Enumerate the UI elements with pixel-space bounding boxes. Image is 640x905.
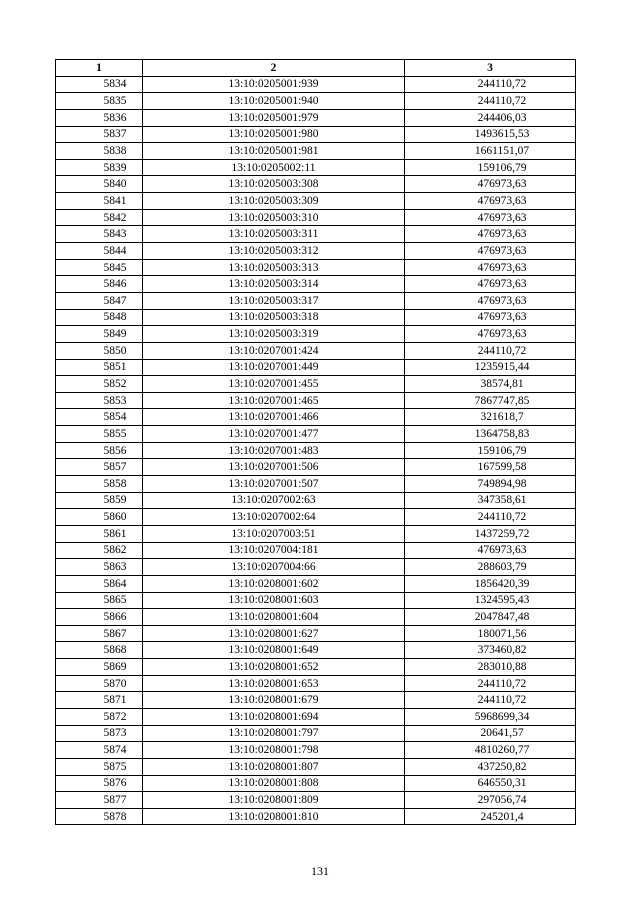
column-header-2: 2 xyxy=(143,60,405,77)
cadastral-number-cell: 13:10:0207002:64 xyxy=(143,509,405,526)
cadastral-number-cell: 13:10:0205003:309 xyxy=(143,193,405,210)
cadastral-number-cell: 13:10:0208001:694 xyxy=(143,708,405,725)
value-cell: 437250,82 xyxy=(405,758,576,775)
value-cell: 244110,72 xyxy=(405,342,576,359)
row-number-cell: 5839 xyxy=(56,159,143,176)
value-cell: 1364758,83 xyxy=(405,426,576,443)
value-cell: 288603,79 xyxy=(405,559,576,576)
table-row xyxy=(56,176,576,193)
cadastral-number-cell: 13:10:0207001:449 xyxy=(143,359,405,376)
table-row xyxy=(56,659,576,676)
cadastral-number-cell: 13:10:0205003:318 xyxy=(143,309,405,326)
table-body xyxy=(56,76,576,825)
table-row xyxy=(56,93,576,110)
value-cell: 476973,63 xyxy=(405,193,576,210)
row-number-cell: 5860 xyxy=(56,509,143,526)
cadastral-number-cell: 13:10:0208001:649 xyxy=(143,642,405,659)
cadastral-number-cell: 13:10:0207001:477 xyxy=(143,426,405,443)
value-cell: 38574,81 xyxy=(405,376,576,393)
row-number-cell: 5840 xyxy=(56,176,143,193)
row-number-cell: 5875 xyxy=(56,758,143,775)
row-number-cell: 5845 xyxy=(56,259,143,276)
value-cell: 476973,63 xyxy=(405,176,576,193)
value-cell: 1324595,43 xyxy=(405,592,576,609)
row-number-cell: 5861 xyxy=(56,525,143,542)
cadastral-number-cell: 13:10:0207001:506 xyxy=(143,459,405,476)
table-header xyxy=(56,60,576,77)
table-row xyxy=(56,708,576,725)
row-number-cell: 5866 xyxy=(56,609,143,626)
row-number-cell: 5834 xyxy=(56,76,143,93)
table-row xyxy=(56,76,576,93)
row-number-cell: 5850 xyxy=(56,342,143,359)
cadastral-number-cell: 13:10:0208001:797 xyxy=(143,725,405,742)
cadastral-number-cell: 13:10:0205001:939 xyxy=(143,76,405,93)
value-cell: 180071,56 xyxy=(405,625,576,642)
cadastral-number-cell: 13:10:0205002:11 xyxy=(143,159,405,176)
value-cell: 244110,72 xyxy=(405,675,576,692)
value-cell: 167599,58 xyxy=(405,459,576,476)
row-number-cell: 5867 xyxy=(56,625,143,642)
cadastral-number-cell: 13:10:0207001:455 xyxy=(143,376,405,393)
table-row xyxy=(56,259,576,276)
value-cell: 4810260,77 xyxy=(405,742,576,759)
row-number-cell: 5855 xyxy=(56,426,143,443)
row-number-cell: 5865 xyxy=(56,592,143,609)
table-row xyxy=(56,193,576,210)
value-cell: 283010,88 xyxy=(405,659,576,676)
value-cell: 476973,63 xyxy=(405,542,576,559)
value-cell: 476973,63 xyxy=(405,243,576,260)
table-row xyxy=(56,758,576,775)
table-row xyxy=(56,742,576,759)
value-cell: 159106,79 xyxy=(405,442,576,459)
value-cell: 476973,63 xyxy=(405,259,576,276)
value-cell: 244110,72 xyxy=(405,93,576,110)
value-cell: 476973,63 xyxy=(405,326,576,343)
cadastral-number-cell: 13:10:0205003:317 xyxy=(143,292,405,309)
table-row xyxy=(56,342,576,359)
table-row xyxy=(56,476,576,493)
table-row xyxy=(56,109,576,126)
table-row xyxy=(56,675,576,692)
table-row xyxy=(56,159,576,176)
cadastral-number-cell: 13:10:0207001:483 xyxy=(143,442,405,459)
row-number-cell: 5868 xyxy=(56,642,143,659)
value-cell: 1856420,39 xyxy=(405,575,576,592)
table-row xyxy=(56,509,576,526)
row-number-cell: 5853 xyxy=(56,392,143,409)
row-number-cell: 5877 xyxy=(56,792,143,809)
data-table xyxy=(55,59,576,825)
row-number-cell: 5864 xyxy=(56,575,143,592)
row-number-cell: 5847 xyxy=(56,292,143,309)
table-row xyxy=(56,392,576,409)
table-row xyxy=(56,326,576,343)
table-row xyxy=(56,376,576,393)
cadastral-number-cell: 13:10:0208001:604 xyxy=(143,609,405,626)
value-cell: 2047847,48 xyxy=(405,609,576,626)
row-number-cell: 5838 xyxy=(56,143,143,160)
table-row xyxy=(56,409,576,426)
table-row xyxy=(56,808,576,825)
table-row xyxy=(56,492,576,509)
cadastral-number-cell: 13:10:0205003:311 xyxy=(143,226,405,243)
table-row xyxy=(56,309,576,326)
cadastral-number-cell: 13:10:0207001:424 xyxy=(143,342,405,359)
table-row xyxy=(56,143,576,160)
cadastral-number-cell: 13:10:0207002:63 xyxy=(143,492,405,509)
cadastral-number-cell: 13:10:0207001:465 xyxy=(143,392,405,409)
row-number-cell: 5843 xyxy=(56,226,143,243)
value-cell: 476973,63 xyxy=(405,292,576,309)
value-cell: 5968699,34 xyxy=(405,708,576,725)
value-cell: 244110,72 xyxy=(405,509,576,526)
value-cell: 7867747,85 xyxy=(405,392,576,409)
cadastral-number-cell: 13:10:0205001:979 xyxy=(143,109,405,126)
cadastral-number-cell: 13:10:0205003:310 xyxy=(143,209,405,226)
value-cell: 20641,57 xyxy=(405,725,576,742)
row-number-cell: 5870 xyxy=(56,675,143,692)
row-number-cell: 5856 xyxy=(56,442,143,459)
cadastral-number-cell: 13:10:0208001:652 xyxy=(143,659,405,676)
row-number-cell: 5844 xyxy=(56,243,143,260)
row-number-cell: 5857 xyxy=(56,459,143,476)
value-cell: 646550,31 xyxy=(405,775,576,792)
row-number-cell: 5852 xyxy=(56,376,143,393)
table-row xyxy=(56,243,576,260)
row-number-cell: 5848 xyxy=(56,309,143,326)
table-row xyxy=(56,792,576,809)
table-row xyxy=(56,609,576,626)
row-number-cell: 5841 xyxy=(56,193,143,210)
value-cell: 749894,98 xyxy=(405,476,576,493)
row-number-cell: 5872 xyxy=(56,708,143,725)
cadastral-number-cell: 13:10:0208001:653 xyxy=(143,675,405,692)
row-number-cell: 5878 xyxy=(56,808,143,825)
cadastral-number-cell: 13:10:0207001:507 xyxy=(143,476,405,493)
cadastral-number-cell: 13:10:0205003:319 xyxy=(143,326,405,343)
table-row xyxy=(56,276,576,293)
column-header-1: 1 xyxy=(56,60,143,77)
cadastral-number-cell: 13:10:0208001:679 xyxy=(143,692,405,709)
table-row xyxy=(56,426,576,443)
value-cell: 1235915,44 xyxy=(405,359,576,376)
cadastral-number-cell: 13:10:0207003:51 xyxy=(143,525,405,542)
table-row xyxy=(56,625,576,642)
table-row xyxy=(56,692,576,709)
value-cell: 159106,79 xyxy=(405,159,576,176)
table-row xyxy=(56,559,576,576)
table-row xyxy=(56,359,576,376)
row-number-cell: 5849 xyxy=(56,326,143,343)
row-number-cell: 5859 xyxy=(56,492,143,509)
cadastral-number-cell: 13:10:0207004:66 xyxy=(143,559,405,576)
value-cell: 244406,03 xyxy=(405,109,576,126)
row-number-cell: 5871 xyxy=(56,692,143,709)
cadastral-number-cell: 13:10:0208001:627 xyxy=(143,625,405,642)
cadastral-number-cell: 13:10:0205003:312 xyxy=(143,243,405,260)
value-cell: 476973,63 xyxy=(405,309,576,326)
cadastral-number-cell: 13:10:0205003:314 xyxy=(143,276,405,293)
cadastral-number-cell: 13:10:0208001:809 xyxy=(143,792,405,809)
table-row xyxy=(56,226,576,243)
value-cell: 347358,61 xyxy=(405,492,576,509)
cadastral-number-cell: 13:10:0208001:603 xyxy=(143,592,405,609)
row-number-cell: 5874 xyxy=(56,742,143,759)
table-row xyxy=(56,725,576,742)
row-number-cell: 5851 xyxy=(56,359,143,376)
cadastral-number-cell: 13:10:0205003:313 xyxy=(143,259,405,276)
value-cell: 476973,63 xyxy=(405,226,576,243)
table-row xyxy=(56,775,576,792)
value-cell: 1661151,07 xyxy=(405,143,576,160)
value-cell: 321618,7 xyxy=(405,409,576,426)
table-row xyxy=(56,592,576,609)
cadastral-number-cell: 13:10:0205001:940 xyxy=(143,93,405,110)
cadastral-number-cell: 13:10:0208001:798 xyxy=(143,742,405,759)
cadastral-number-cell: 13:10:0205001:981 xyxy=(143,143,405,160)
table-row xyxy=(56,525,576,542)
value-cell: 244110,72 xyxy=(405,692,576,709)
row-number-cell: 5835 xyxy=(56,93,143,110)
table-row xyxy=(56,642,576,659)
row-number-cell: 5842 xyxy=(56,209,143,226)
page-number: 131 xyxy=(311,864,329,878)
row-number-cell: 5854 xyxy=(56,409,143,426)
header-row xyxy=(56,60,576,77)
row-number-cell: 5869 xyxy=(56,659,143,676)
row-number-cell: 5873 xyxy=(56,725,143,742)
cadastral-number-cell: 13:10:0207001:466 xyxy=(143,409,405,426)
table-row xyxy=(56,575,576,592)
value-cell: 244110,72 xyxy=(405,76,576,93)
cadastral-number-cell: 13:10:0207004:181 xyxy=(143,542,405,559)
row-number-cell: 5858 xyxy=(56,476,143,493)
value-cell: 245201,4 xyxy=(405,808,576,825)
row-number-cell: 5837 xyxy=(56,126,143,143)
cadastral-number-cell: 13:10:0208001:808 xyxy=(143,775,405,792)
row-number-cell: 5862 xyxy=(56,542,143,559)
table-row xyxy=(56,442,576,459)
table-row xyxy=(56,292,576,309)
cadastral-number-cell: 13:10:0208001:810 xyxy=(143,808,405,825)
value-cell: 476973,63 xyxy=(405,276,576,293)
table-row xyxy=(56,126,576,143)
value-cell: 373460,82 xyxy=(405,642,576,659)
row-number-cell: 5863 xyxy=(56,559,143,576)
row-number-cell: 5836 xyxy=(56,109,143,126)
table-row xyxy=(56,542,576,559)
cadastral-number-cell: 13:10:0208001:807 xyxy=(143,758,405,775)
row-number-cell: 5876 xyxy=(56,775,143,792)
cadastral-number-cell: 13:10:0205001:980 xyxy=(143,126,405,143)
value-cell: 297056,74 xyxy=(405,792,576,809)
value-cell: 1437259,72 xyxy=(405,525,576,542)
cadastral-number-cell: 13:10:0208001:602 xyxy=(143,575,405,592)
cadastral-number-cell: 13:10:0205003:308 xyxy=(143,176,405,193)
table-row xyxy=(56,459,576,476)
value-cell: 1493615,53 xyxy=(405,126,576,143)
value-cell: 476973,63 xyxy=(405,209,576,226)
column-header-3: 3 xyxy=(405,60,576,77)
table-row xyxy=(56,209,576,226)
row-number-cell: 5846 xyxy=(56,276,143,293)
